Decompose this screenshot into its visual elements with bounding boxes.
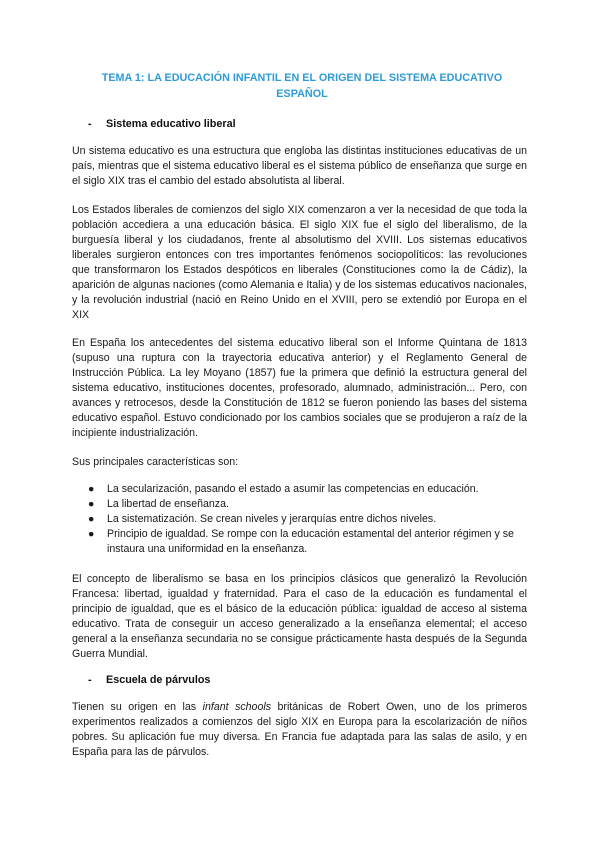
- bullet-marker: ●: [88, 513, 95, 525]
- paragraph-liberal-states: Los Estados liberales de comienzos del siglo XIX comenzaron a ver la necesidad de que toda la población accediera a una educación básica. El siglo XIX fue el siglo del liberalismo, de la burguesía liberal y los ciudadanos, frente al absolutismo del XVIII. Los sistemas educativos liberales surgieron entonces con tres importantes fenómenos sociopolíticos: las revoluciones que transformaron los Estados despóticos en liberales (Constituciones como la de Cádiz), la aparición de algunas naciones (como Alemania e Italia) y de los sistemas educativos nacionales, y la revolución industrial (nació en Reino Unido en el XVIII, pero se extendió por Europa en el XIX: [72, 204, 527, 321]
- section-heading-escuela-de-parvulos: [88, 673, 210, 688]
- bullet-marker: ●: [88, 528, 95, 540]
- list-item: ● Principio de igualdad. Se rompe con la educación estamental del anterior régimen y se instaura una uniformidad en la enseñanza.: [88, 528, 514, 555]
- paragraph-infant-schools: Tienen su origen en las infant schools británicas de Robert Owen, uno de los primeros experimentos realizados a comienzos del siglo XIX en Europa para la escolarización de niños pobres. Su aplicación fue muy diversa. En Francia fue adaptada para las salas de asilo, y en España para las de párvulos.: [72, 701, 527, 758]
- paragraph-definition: Un sistema educativo es una estructura que engloba las distintas instituciones educativas de un país, mientras que el sistema educativo liberal es el sistema público de enseñanza que surge en el siglo XIX tras el cambio del estado absolutista al liberal.: [72, 145, 527, 187]
- bullet-marker: ●: [88, 483, 95, 495]
- bullet-marker: ●: [88, 498, 95, 510]
- paragraph-spain-antecedents: En España los antecedentes del sistema educativo liberal son el Informe Quintana de 1813 (supuso una ruptura con la trayectoria educativa anterior) y el Reglamento General de Instrucción Pública. La ley Moyano (1857) fue la primera que definió la estructura general del sistema educativo, instituciones docentes, profesorado, alumnado, administración... Pero, con avances y retrocesos, desde la Constitución de 1812 se fueron poniendo las bases del sistema educativo español. Estuvo condicionado por los cambios sociales que se produjeron a raíz de la incipiente industrialización.: [72, 337, 527, 439]
- section-heading-sistema-educativo-liberal: [88, 117, 236, 132]
- section-dash: -: [88, 674, 92, 686]
- section-heading-text: Escuela de párvulos: [106, 674, 211, 686]
- list-item: ● La secularización, pasando el estado a asumir las competencias en educación.: [88, 483, 479, 495]
- characteristics-list: [72, 482, 527, 557]
- paragraph-characteristics-intro: Sus principales características son:: [72, 456, 239, 468]
- list-item: ● La libertad de enseñanza.: [88, 498, 229, 510]
- list-item: ● La sistematización. Se crean niveles y jerarquías entre dichos niveles.: [88, 513, 437, 525]
- paragraph-liberalism-concept: El concepto de liberalismo se basa en los principios clásicos que generalizó la Revolución Francesa: libertad, igualdad y fraternidad. Para el caso de la educación es fundamental el principio de igualdad, que es el básico de la educación pública: igualdad de acceso al sistema educativo. Trata de conseguir un acceso generalizado a la enseñanza elemental; el acceso general a la enseñanza secundaria no se consigue prácticamente hasta después de la Segunda Guerra Mundial.: [72, 573, 527, 660]
- section-heading-text: Sistema educativo liberal: [106, 118, 236, 130]
- infant-schools-term: infant schools: [202, 701, 271, 713]
- document-title: TEMA 1: LA EDUCACIÓN INFANTIL EN EL ORIGEN DEL SISTEMA EDUCATIVO ESPAÑOL: [101, 72, 503, 100]
- section-dash: -: [88, 118, 92, 130]
